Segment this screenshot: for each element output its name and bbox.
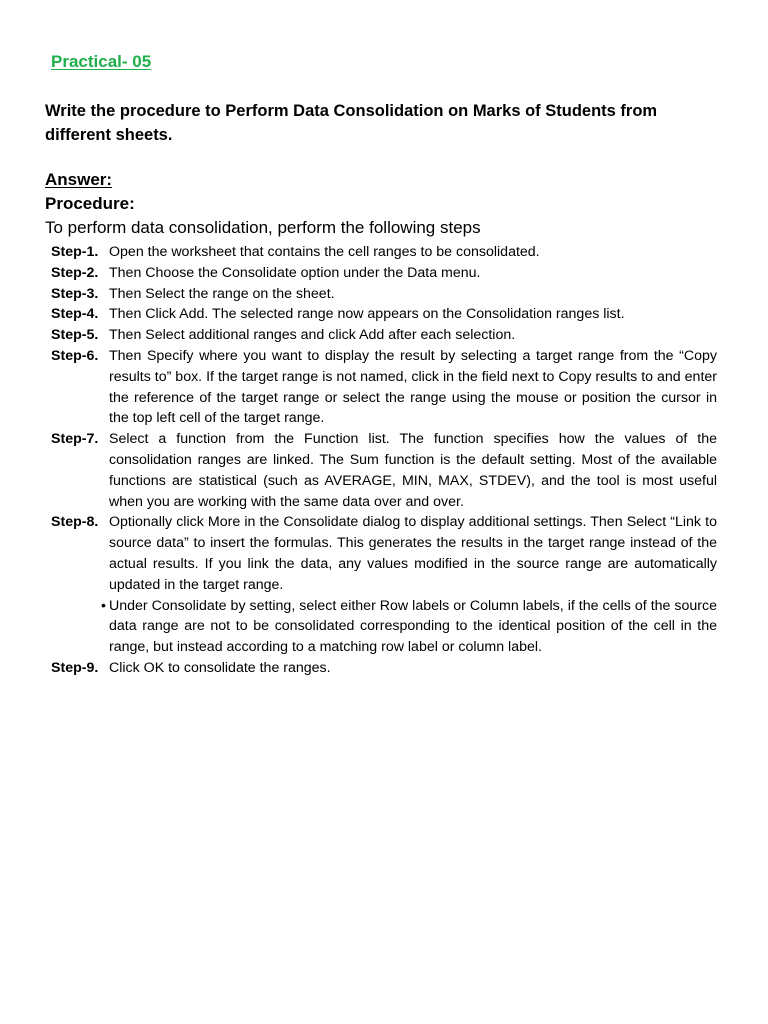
step-6 [51,346,717,429]
step-label: Step-5. [51,327,99,344]
step-text: Open the worksheet that contains the cell ranges to be consolidated. [109,244,540,260]
step-1 [51,242,717,263]
step-label: Step-4. [51,306,99,323]
practical-title: Practical- 05 [51,52,152,71]
step-label: Step-6. [51,347,99,364]
step-5 [51,325,717,346]
answer-label: Answer: [45,170,113,189]
step-label: Step-8. [51,514,99,531]
step-8-bullet-note [51,596,717,658]
bullet-icon: • [101,597,106,614]
bullet-note-text: Under Consolidate by setting, select either Row labels or Column labels, if the cells of the source data range are not to be consolidated corresponding to the identical position of the cell in the range, but instead according to a matching row label or column label. [109,597,717,656]
procedure-label: Procedure: [45,194,135,213]
step-8 [51,512,717,595]
step-7 [51,429,717,512]
step-9 [51,658,717,679]
step-text: Then Select the range on the sheet. [109,285,335,302]
step-text: Then Select additional ranges and click Add after each selection. [109,327,516,344]
question-text: Write the procedure to Perform Data Consolidation on Marks of Students from different sheets. [45,102,658,144]
step-label: Step-7. [51,431,99,448]
step-3 [51,284,717,305]
step-text: Optionally click More in the Consolidate dialog to display additional settings. Then Select “Link to source data” to insert the formulas. This generates the results in the target range instead of the actual results. If you link the data, any values modified in the source range are automatically updated in the target range. [109,514,717,593]
step-2 [51,263,717,284]
step-label: Step-2. [51,264,99,281]
step-text: Then Specify where you want to display the result by selecting a target range from the “Copy results to” box. If the target range is not named, click in the field next to Copy results to and enter the reference of the target range or select the range using the mouse or position the cursor in the top left cell of the target range. [109,347,717,427]
step-text: Click OK to consolidate the ranges. [109,659,331,676]
step-label: Step-1. [51,244,99,260]
step-label: Step-9. [51,659,99,676]
intro-text: To perform data consolidation, perform the following steps [45,218,481,237]
step-label: Step-3. [51,285,99,302]
step-4 [51,304,717,325]
steps-list [51,242,717,679]
step-text: Then Click Add. The selected range now appears on the Consolidation ranges list. [109,306,625,323]
step-text: Select a function from the Function list. The function specifies how the values of the consolidation ranges are linked. The Sum function is the default setting. Most of the available functions are statistical (such as AVERAGE, MIN, MAX, STDEV), and the tool is most useful when you are working with the same data over and over. [109,431,717,510]
step-text: Then Choose the Consolidate option under the Data menu. [109,264,481,281]
